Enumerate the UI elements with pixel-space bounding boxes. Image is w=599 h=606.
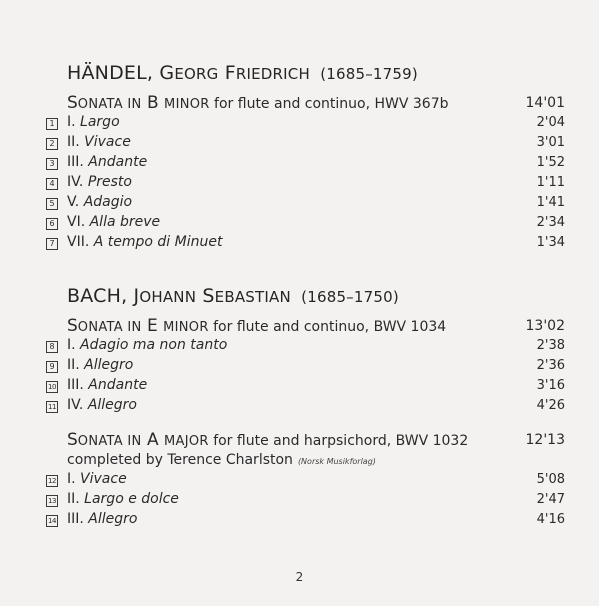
work-heading (67, 316, 565, 336)
page-number: 2 (295, 570, 304, 584)
track-duration: 2'34 (536, 215, 565, 230)
work-title: SONATA IN E MINOR (67, 316, 209, 336)
track-title: IV. Presto (67, 174, 132, 190)
track-number: 6 (46, 218, 58, 230)
track-row (46, 377, 565, 397)
work-title: SONATA IN A MAJOR (67, 430, 209, 450)
track-row (46, 471, 565, 491)
work-credit-line (67, 452, 565, 468)
track-title: V. Adagio (67, 194, 133, 210)
track-duration: 4'16 (536, 512, 565, 527)
track-title: III. Andante (67, 154, 148, 170)
track-row (46, 511, 565, 531)
track-row (46, 397, 565, 417)
track-number: 10 (46, 381, 58, 393)
track-duration: 1'52 (536, 155, 565, 170)
track-row (46, 174, 565, 194)
track-row (46, 491, 565, 511)
composer-dates: (1685–1759) (320, 65, 418, 83)
composer-dates: (1685–1750) (301, 288, 399, 306)
work-duration: 13'02 (525, 318, 565, 334)
work-duration: 12'13 (525, 432, 565, 448)
work-credit: completed by Terence Charlston (67, 452, 293, 468)
track-duration: 1'34 (536, 235, 565, 250)
track-number: 14 (46, 515, 58, 527)
track-title: I. Adagio ma non tanto (67, 337, 228, 353)
track-duration: 2'36 (536, 358, 565, 373)
track-title: IV. Allegro (67, 397, 137, 413)
track-title: VI. Alla breve (67, 214, 161, 230)
track-title: I. Vivace (67, 471, 127, 487)
track-duration: 5'08 (536, 472, 565, 487)
track-duration: 4'26 (536, 398, 565, 413)
work-heading (67, 430, 565, 450)
track-title: II. Vivace (67, 134, 131, 150)
track-duration: 2'38 (536, 338, 565, 353)
work-subtitle: for flute and harpsichord, BWV 1032 (213, 433, 469, 449)
track-title: II. Largo e dolce (67, 491, 179, 507)
track-row (46, 337, 565, 357)
track-number: 2 (46, 138, 58, 150)
track-number: 9 (46, 361, 58, 373)
track-title: VII. A tempo di Minuet (67, 234, 223, 250)
track-row (46, 114, 565, 134)
composer-heading-handel: HÄNDEL, GEORG FRIEDRICH (1685–1759) (67, 62, 418, 84)
track-row (46, 194, 565, 214)
work-subtitle: for flute and continuo, BWV 1034 (213, 319, 447, 335)
track-duration: 1'11 (536, 175, 565, 190)
work-duration: 14'01 (525, 95, 565, 111)
track-row (46, 214, 565, 234)
track-row (46, 154, 565, 174)
track-title: I. Largo (67, 114, 120, 130)
work-title: SONATA IN B MINOR (67, 93, 210, 113)
composer-heading-bach: BACH, JOHANN SEBASTIAN (1685–1750) (67, 285, 399, 307)
composer-surname: HÄNDEL (67, 62, 147, 84)
track-number: 13 (46, 495, 58, 507)
composer-surname: BACH (67, 285, 122, 307)
track-duration: 2'47 (536, 492, 565, 507)
publisher-note: (Norsk Musikforlag) (297, 457, 376, 466)
track-row (46, 134, 565, 154)
work-heading (67, 93, 565, 113)
track-number: 11 (46, 401, 58, 413)
track-duration: 1'41 (536, 195, 565, 210)
track-number: 5 (46, 198, 58, 210)
track-row (46, 234, 565, 254)
track-title: II. Allegro (67, 357, 134, 373)
work-subtitle: for flute and continuo, HWV 367b (214, 96, 449, 112)
track-number: 1 (46, 118, 58, 130)
track-duration: 3'16 (536, 378, 565, 393)
track-number: 3 (46, 158, 58, 170)
track-row (46, 357, 565, 377)
track-duration: 3'01 (536, 135, 565, 150)
track-title: III. Andante (67, 377, 148, 393)
track-number: 12 (46, 475, 58, 487)
track-duration: 2'04 (536, 115, 565, 130)
track-number: 8 (46, 341, 58, 353)
track-title: III. Allegro (67, 511, 138, 527)
track-number: 4 (46, 178, 58, 190)
track-number: 7 (46, 238, 58, 250)
